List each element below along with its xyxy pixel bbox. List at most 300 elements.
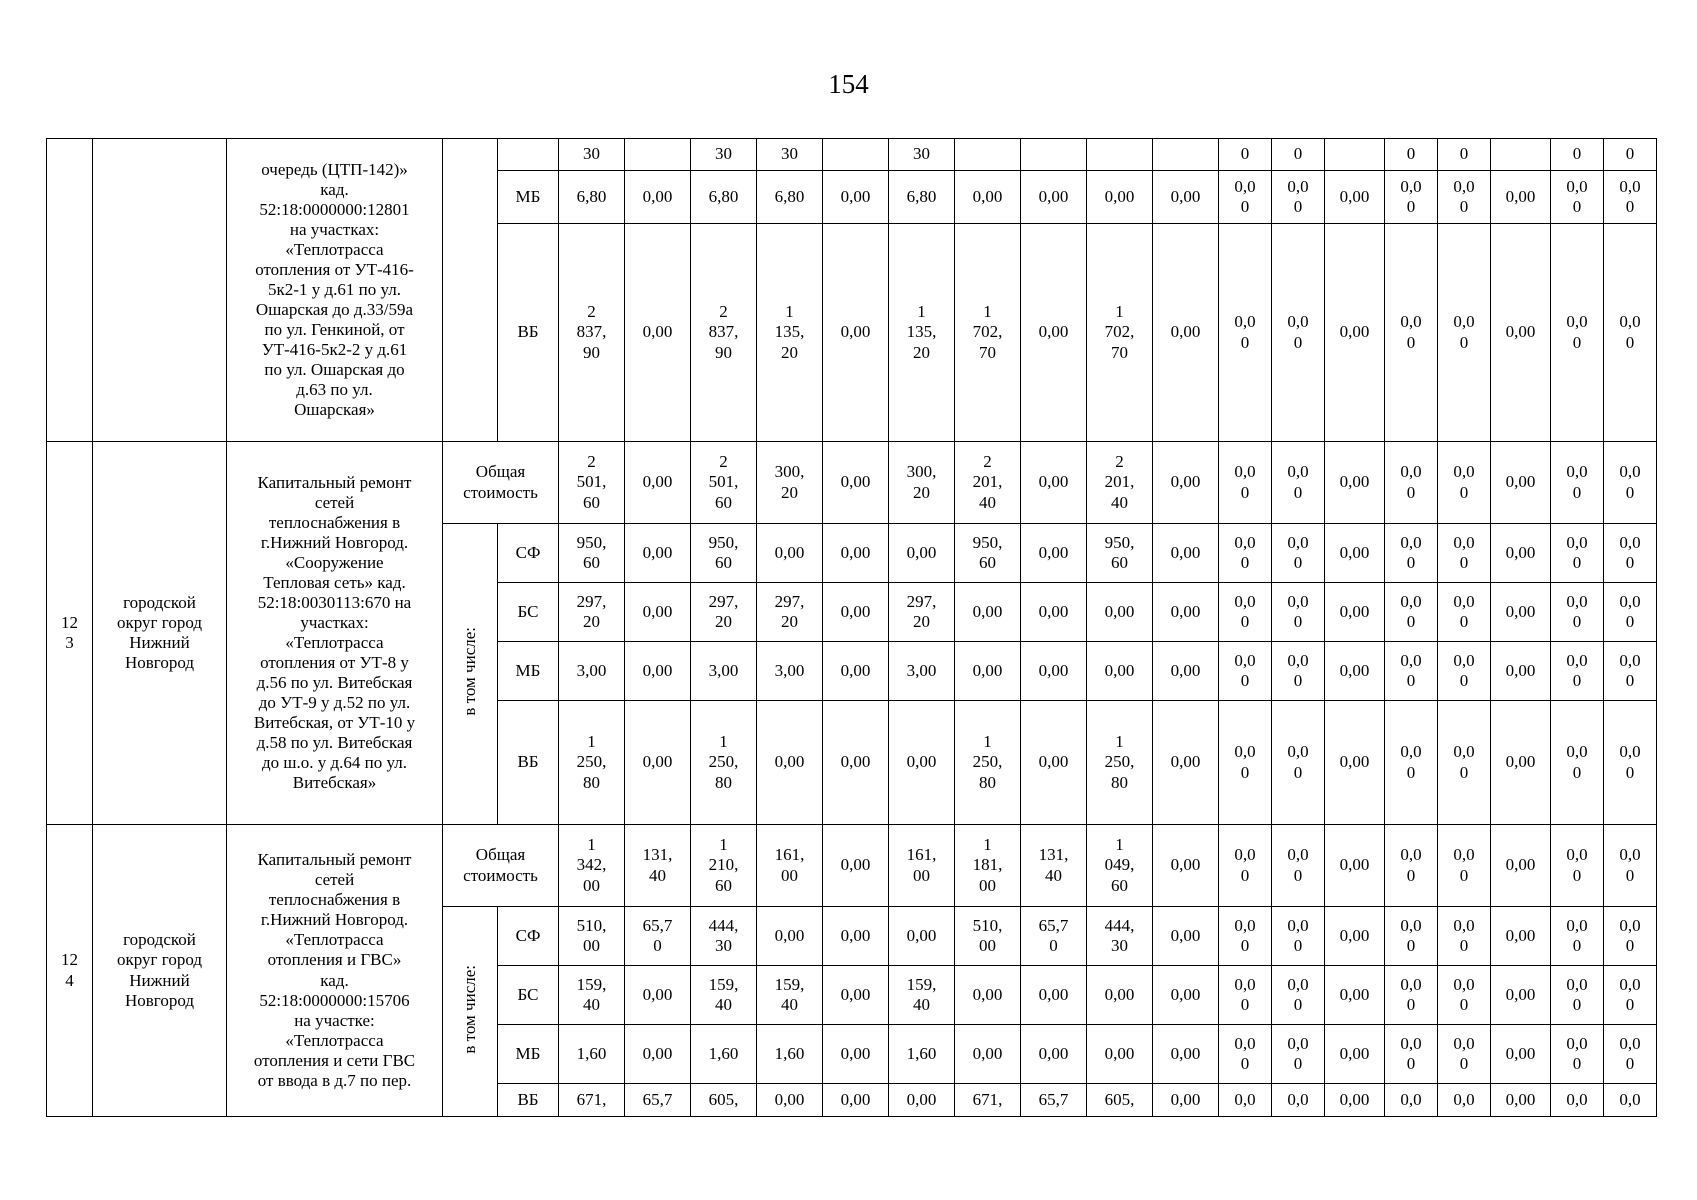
text-line: 0,00 (1505, 186, 1536, 206)
value-cell (955, 907, 1021, 966)
value-cell (1021, 224, 1087, 442)
value-cell (955, 224, 1021, 442)
funding-source: МБ (498, 171, 559, 224)
text-line: 210, (708, 855, 739, 875)
value-cell (1153, 583, 1219, 642)
text-line: 0 (1459, 482, 1469, 502)
text-line: «Теплотрасса (285, 1030, 384, 1050)
text-line: 0,00 (1038, 542, 1069, 562)
text-line: 2 (719, 302, 728, 322)
value-cell (955, 583, 1021, 642)
text-line: 0 (1240, 865, 1250, 885)
text-line: Витебская, от УТ-10 у (253, 713, 416, 733)
text-line: 510, (972, 915, 1003, 935)
table-row (47, 139, 1657, 171)
text-line: 0 (1625, 482, 1635, 502)
text-line: 0 (1240, 144, 1250, 164)
value-cell (889, 701, 955, 825)
text-line: 0 (1240, 762, 1250, 782)
text-line: 0,0 (1400, 462, 1422, 482)
text-line: 0,00 (972, 984, 1003, 1004)
value-cell (1153, 907, 1219, 966)
text-line: сетей (314, 492, 355, 512)
text-line: 837, (576, 322, 607, 342)
text-line: 0,0 (1566, 591, 1588, 611)
value-cell (1385, 524, 1438, 583)
text-line: 0,0 (1453, 591, 1475, 611)
text-line: 3,00 (774, 660, 805, 680)
text-line: Ошарская до д.33/59а (255, 300, 414, 320)
text-line: 0 (1240, 936, 1250, 955)
text-line: 135, (774, 322, 805, 342)
text-line: 0,0 (1287, 742, 1309, 762)
value-cell (1491, 966, 1551, 1025)
text-line: отопления и сети ГВС (253, 1050, 416, 1070)
value-cell (757, 524, 823, 583)
value-cell (1438, 1025, 1491, 1084)
text-line: 0,0 (1287, 845, 1309, 865)
text-line: 0,00 (1170, 472, 1201, 492)
text-line: 0 (1459, 865, 1469, 885)
value-cell (823, 139, 889, 171)
text-line: 0 (1625, 1054, 1635, 1073)
value-cell (625, 139, 691, 171)
text-line: 0,0 (1619, 974, 1641, 994)
text-line: Общая (475, 845, 526, 865)
value-cell (691, 1025, 757, 1084)
text-line: 702, (1104, 322, 1135, 342)
text-line: 70 (979, 342, 996, 362)
text-line: 0,00 (1339, 752, 1370, 772)
text-line: 0,00 (840, 1043, 871, 1063)
value-cell (955, 139, 1021, 171)
text-line: 297, (906, 591, 937, 611)
text-line: 20 (913, 612, 930, 631)
text-line: 40 (649, 865, 666, 885)
text-line: 0,00 (972, 186, 1003, 206)
value-cell (955, 171, 1021, 224)
text-line: стоимость (463, 865, 538, 885)
text-line: 0,0 (1566, 1089, 1588, 1109)
text-line: на участках: (289, 219, 380, 239)
text-line: 40 (715, 995, 732, 1014)
value-cell (1087, 642, 1153, 701)
text-line: 20 (781, 612, 798, 631)
text-line: 0,00 (840, 855, 871, 875)
value-cell (1551, 907, 1604, 966)
value-cell (1491, 171, 1551, 224)
value-cell (1087, 224, 1153, 442)
text-line: 1 (1115, 835, 1124, 855)
including-label (443, 524, 498, 825)
value-cell (691, 442, 757, 524)
text-line: 0 (1406, 1054, 1416, 1073)
value-cell (1021, 966, 1087, 1025)
text-line: 0,0 (1287, 176, 1309, 196)
text-line: 0 (1572, 936, 1582, 955)
value-cell (955, 524, 1021, 583)
value-cell (1604, 966, 1657, 1025)
text-line: 0,0 (1234, 532, 1256, 552)
text-line: 0,00 (774, 542, 805, 562)
value-cell (1153, 966, 1219, 1025)
text-line: от ввода в д.7 по пер. (257, 1070, 412, 1090)
municipality-cell (93, 825, 227, 1117)
text-line: 0,00 (1505, 1043, 1536, 1063)
value-cell (757, 1025, 823, 1084)
text-line: 0,00 (906, 925, 937, 945)
text-line: округ город (117, 612, 202, 632)
funding-source: СФ (498, 907, 559, 966)
value-cell (889, 907, 955, 966)
text-line: 0,0 (1566, 915, 1588, 935)
value-cell (1087, 442, 1153, 524)
value-cell (1219, 524, 1272, 583)
value-cell (1385, 701, 1438, 825)
text-line: 0,0 (1566, 845, 1588, 865)
text-line: 950, (1104, 532, 1135, 552)
value-cell (955, 442, 1021, 524)
text-line: 0,0 (1234, 974, 1256, 994)
text-line: 0 (1572, 197, 1582, 216)
value-cell (1385, 171, 1438, 224)
text-line: 5к2-1 у д.61 по ул. (268, 279, 401, 299)
text-line: 65,7 (1038, 915, 1069, 935)
text-line: 0,00 (840, 660, 871, 680)
text-line: 049, (1104, 855, 1135, 875)
value-cell (1219, 825, 1272, 907)
value-cell (1604, 701, 1657, 825)
value-cell (955, 701, 1021, 825)
text-line: 0,0 (1619, 591, 1641, 611)
funding-source: ВБ (498, 701, 559, 825)
value-cell (1438, 224, 1491, 442)
text-line: 0,0 (1453, 915, 1475, 935)
text-line: городской (123, 930, 196, 950)
text-line: 0,00 (774, 752, 805, 772)
text-line: 20 (781, 482, 798, 502)
value-cell (1325, 907, 1385, 966)
text-line: 0 (1572, 995, 1582, 1014)
value-cell (757, 1084, 823, 1117)
text-line: 0,0 (1619, 742, 1641, 762)
value-cell (1272, 966, 1325, 1025)
funding-source: БС (498, 583, 559, 642)
text-line: 00 (583, 875, 600, 895)
value-cell (889, 171, 955, 224)
text-line: очередь (ЦТП-142)» (261, 159, 408, 179)
text-line: 0 (1459, 671, 1469, 690)
text-line: 0,0 (1453, 312, 1475, 332)
text-line: 181, (972, 855, 1003, 875)
text-line: 1 (587, 732, 596, 752)
text-line: 0,00 (840, 752, 871, 772)
text-line: 0,0 (1400, 742, 1422, 762)
value-cell (1153, 224, 1219, 442)
value-cell (1272, 1084, 1325, 1117)
text-line: участках: (300, 612, 369, 632)
value-cell (757, 907, 823, 966)
value-cell (1153, 1084, 1219, 1117)
text-line: 00 (583, 936, 600, 955)
value-cell (1491, 224, 1551, 442)
text-line: 0,0 (1287, 532, 1309, 552)
value-cell (1604, 1025, 1657, 1084)
value-cell (1551, 442, 1604, 524)
value-cell (1385, 583, 1438, 642)
value-cell (1604, 907, 1657, 966)
including-text: в том числе: (459, 627, 479, 716)
text-line: УТ-416-5к2-2 у д.61 (261, 340, 408, 360)
value-cell (1272, 524, 1325, 583)
text-line: 4 (65, 970, 74, 990)
value-cell (1153, 442, 1219, 524)
text-line: 342, (576, 855, 607, 875)
text-line: 0 (1240, 482, 1250, 502)
text-line: 0,00 (840, 186, 871, 206)
text-line: 0,00 (1339, 1043, 1370, 1063)
value-cell (757, 583, 823, 642)
text-line: 0,00 (1038, 472, 1069, 492)
text-line: 0,00 (642, 1043, 673, 1063)
text-line: 40 (1045, 865, 1062, 885)
text-line: 20 (715, 612, 732, 631)
item-number (47, 825, 93, 1117)
value-cell (757, 966, 823, 1025)
text-line: 300, (774, 462, 805, 482)
total-label (443, 442, 559, 524)
text-line: 605, (1104, 1089, 1135, 1109)
value-cell (1604, 224, 1657, 442)
text-line: 0,00 (1104, 1043, 1135, 1063)
value-cell (823, 1025, 889, 1084)
value-cell (757, 171, 823, 224)
including-label (443, 907, 498, 1117)
text-line: 0,0 (1234, 1033, 1256, 1053)
text-line: 159, (576, 974, 607, 994)
text-line: 0,0 (1287, 915, 1309, 935)
value-cell (625, 907, 691, 966)
text-line: 65,7 (1038, 1089, 1069, 1109)
value-cell (955, 1025, 1021, 1084)
value-cell (1021, 1025, 1087, 1084)
text-line: 0,0 (1400, 1089, 1422, 1109)
text-line: 0 (1406, 865, 1416, 885)
value-cell (757, 139, 823, 171)
value-cell (823, 442, 889, 524)
total-label (443, 825, 559, 907)
value-cell (1491, 524, 1551, 583)
text-line: «Теплотрасса (285, 239, 384, 259)
value-cell (625, 1025, 691, 1084)
text-line: 0 (1293, 936, 1303, 955)
text-line: 1 (983, 835, 992, 855)
value-cell (1438, 642, 1491, 701)
value-cell (1325, 442, 1385, 524)
table-row (47, 442, 1657, 524)
text-line: Капитальный ремонт (257, 850, 412, 870)
value-cell (1272, 139, 1325, 171)
text-line: 52:18:0030113:670 на (257, 592, 412, 612)
text-line: 0,00 (642, 601, 673, 621)
text-line: 0,00 (642, 752, 673, 772)
budget-table (46, 138, 1657, 1117)
value-cell (1272, 907, 1325, 966)
text-line: 0,0 (1566, 974, 1588, 994)
value-cell (823, 171, 889, 224)
text-line: 0,00 (1038, 186, 1069, 206)
value-cell (1325, 524, 1385, 583)
value-cell (1219, 642, 1272, 701)
value-cell (559, 701, 625, 825)
value-cell (691, 524, 757, 583)
value-cell (823, 825, 889, 907)
text-line: 201, (972, 472, 1003, 492)
text-line: 0,0 (1400, 974, 1422, 994)
value-cell (823, 966, 889, 1025)
text-line: 20 (781, 342, 798, 362)
text-line: 60 (1111, 553, 1128, 572)
text-line: 0,00 (1339, 601, 1370, 621)
text-line: 671, (576, 1089, 607, 1109)
text-line: 1,60 (576, 1043, 607, 1063)
text-line: 30 (781, 144, 798, 164)
value-cell (1385, 139, 1438, 171)
text-line: 0,0 (1453, 1089, 1475, 1109)
text-line: 0,0 (1619, 915, 1641, 935)
text-line: 0,0 (1234, 591, 1256, 611)
text-line: 65,7 (642, 1089, 673, 1109)
value-cell (1087, 139, 1153, 171)
value-cell (559, 442, 625, 524)
text-line: 0,00 (1339, 855, 1370, 875)
value-cell (889, 825, 955, 907)
value-cell (691, 1084, 757, 1117)
value-cell (1087, 1025, 1153, 1084)
text-line: 0,00 (1038, 322, 1069, 342)
text-line: 0,00 (1038, 601, 1069, 621)
value-cell (1551, 825, 1604, 907)
text-line: 0,00 (642, 472, 673, 492)
text-line: 0 (1240, 1054, 1250, 1073)
text-line: 2 (587, 302, 596, 322)
text-line: 0 (1240, 612, 1250, 631)
value-cell (1438, 701, 1491, 825)
value-cell (1087, 524, 1153, 583)
text-line: 0 (1625, 332, 1635, 352)
value-cell (757, 224, 823, 442)
text-line: 0,00 (1339, 186, 1370, 206)
value-cell (1551, 224, 1604, 442)
value-cell (1438, 524, 1491, 583)
text-line: 0,0 (1566, 176, 1588, 196)
value-cell (559, 139, 625, 171)
value-cell (625, 1084, 691, 1117)
value-cell (823, 907, 889, 966)
value-cell (1325, 1025, 1385, 1084)
value-cell (1491, 825, 1551, 907)
value-cell (1385, 642, 1438, 701)
text-line: 0,0 (1287, 312, 1309, 332)
value-cell (1604, 583, 1657, 642)
value-cell (1021, 701, 1087, 825)
description-cell (227, 825, 443, 1117)
value-cell (691, 224, 757, 442)
text-line: 0 (1293, 553, 1303, 572)
text-line: 12 (61, 612, 78, 632)
text-line: 0 (1572, 762, 1582, 782)
value-cell (1087, 966, 1153, 1025)
text-line: 0 (1406, 553, 1416, 572)
text-line: 161, (906, 845, 937, 865)
value-cell (1491, 701, 1551, 825)
table-row (47, 825, 1657, 907)
text-line: 250, (576, 752, 607, 772)
text-line: 0,00 (1505, 472, 1536, 492)
text-line: 0 (1293, 482, 1303, 502)
text-line: 0,00 (642, 186, 673, 206)
value-cell (625, 442, 691, 524)
value-cell (1153, 1025, 1219, 1084)
text-line: 0,0 (1453, 974, 1475, 994)
text-line: 0,0 (1400, 845, 1422, 865)
value-cell (1604, 1084, 1657, 1117)
text-line: 0,00 (642, 322, 673, 342)
text-line: 0,0 (1287, 974, 1309, 994)
text-line: Общая (475, 462, 526, 482)
text-line: 0 (1625, 671, 1635, 690)
text-line: 0 (1459, 762, 1469, 782)
text-line: 0,0 (1234, 176, 1256, 196)
value-cell (1325, 224, 1385, 442)
text-line: 0,00 (1170, 855, 1201, 875)
text-line: 3 (65, 633, 74, 652)
text-line: г.Нижний Новгород. (260, 532, 409, 552)
text-line: 0,0 (1566, 1033, 1588, 1053)
text-line: 0,00 (1104, 186, 1135, 206)
funding-source: ВБ (498, 224, 559, 442)
value-cell (559, 1084, 625, 1117)
text-line: 0,00 (1505, 925, 1536, 945)
text-line: 12 (61, 950, 78, 970)
text-line: 0,00 (1038, 1043, 1069, 1063)
text-line: 0,00 (642, 984, 673, 1004)
text-line: 0 (1406, 995, 1416, 1014)
value-cell (889, 139, 955, 171)
text-line: 6,80 (708, 186, 739, 206)
text-line: 0,00 (642, 542, 673, 562)
text-line: 40 (1111, 492, 1128, 512)
text-line: 20 (913, 342, 930, 362)
text-line: 0,0 (1400, 1033, 1422, 1053)
funding-source: СФ (498, 524, 559, 583)
value-cell (955, 966, 1021, 1025)
text-line: 0,0 (1234, 312, 1256, 332)
value-cell (1153, 524, 1219, 583)
value-cell (1021, 524, 1087, 583)
text-line: 0,0 (1400, 915, 1422, 935)
text-line: 0,00 (1505, 1089, 1536, 1109)
value-cell (691, 701, 757, 825)
value-cell (1551, 701, 1604, 825)
text-line: отопления от УТ-416- (255, 259, 414, 279)
text-line: 0 (1459, 144, 1469, 164)
text-line: 3,00 (906, 660, 937, 680)
text-line: 0 (1625, 612, 1635, 631)
text-line: 30 (913, 144, 930, 164)
value-cell (1325, 825, 1385, 907)
text-line: 2 (587, 452, 596, 472)
